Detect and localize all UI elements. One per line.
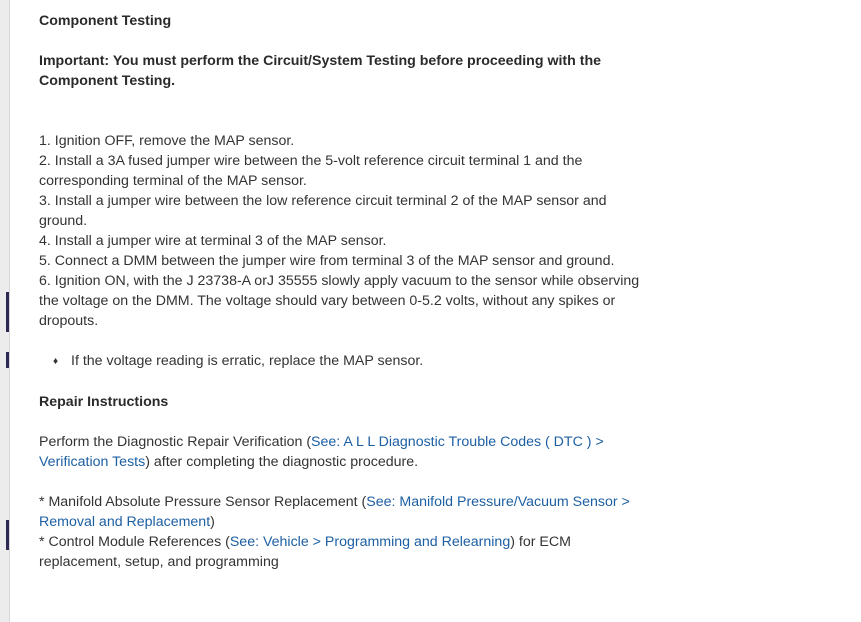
- edge-marker: [6, 520, 9, 550]
- diamond-bullet-icon: ♦: [53, 356, 59, 367]
- repair-item-text: * Manifold Absolute Pressure Sensor Replacement (: [39, 494, 367, 510]
- test-steps-list: [39, 131, 649, 331]
- repair-item: [39, 492, 649, 532]
- map-sensor-replacement-link[interactable]: See: Manifold Pressure/Vacuum Sensor > Removal and Replacement: [39, 494, 630, 530]
- verification-link[interactable]: See: A L L Diagnostic Trouble Codes ( DTC ) > Verification Tests: [39, 434, 604, 470]
- repair-item-text: * Control Module References (: [39, 534, 230, 550]
- programming-relearning-link[interactable]: See: Vehicle > Programming and Relearning: [229, 534, 511, 550]
- test-step: 1. Ignition OFF, remove the MAP sensor.: [39, 133, 295, 149]
- repair-instructions-heading: Repair Instructions: [39, 394, 169, 410]
- edge-marker: [6, 352, 9, 368]
- test-step: 4. Install a jumper wire at terminal 3 of the MAP sensor.: [39, 233, 387, 249]
- repair-item-text-end: ) for ECM replacement, setup, and programming: [39, 534, 571, 570]
- bullet-text: If the voltage reading is erratic, replace the MAP sensor.: [71, 353, 424, 369]
- test-step: 3. Install a jumper wire between the low reference circuit terminal 2 of the MAP sensor and ground.: [39, 193, 607, 229]
- verification-paragraph: [39, 432, 649, 472]
- test-step: 2. Install a 3A fused jumper wire between the 5-volt reference circuit terminal 1 and the corresponding terminal of the MAP sensor.: [39, 153, 583, 189]
- repair-item: [39, 532, 649, 572]
- verification-text: Perform the Diagnostic Repair Verification (: [39, 434, 312, 450]
- important-note: Important: You must perform the Circuit/System Testing before proceeding with the Component Testing.: [39, 53, 602, 89]
- left-edge-bar: [0, 0, 10, 622]
- bullet-item: [53, 351, 649, 372]
- test-step: 6. Ignition ON, with the J 23738-A orJ 35555 slowly apply vacuum to the sensor while observing the voltage on the DMM. The voltage should vary between 0-5.2 volts, without any spikes or dropouts.: [39, 273, 640, 329]
- test-step: 5. Connect a DMM between the jumper wire from terminal 3 of the MAP sensor and ground.: [39, 253, 615, 269]
- repair-item-text-end: ): [210, 514, 215, 530]
- edge-marker: [6, 292, 9, 332]
- component-testing-heading: Component Testing: [39, 13, 172, 29]
- verification-text-end: ) after completing the diagnostic procedure.: [145, 454, 419, 470]
- document-body: [39, 11, 649, 572]
